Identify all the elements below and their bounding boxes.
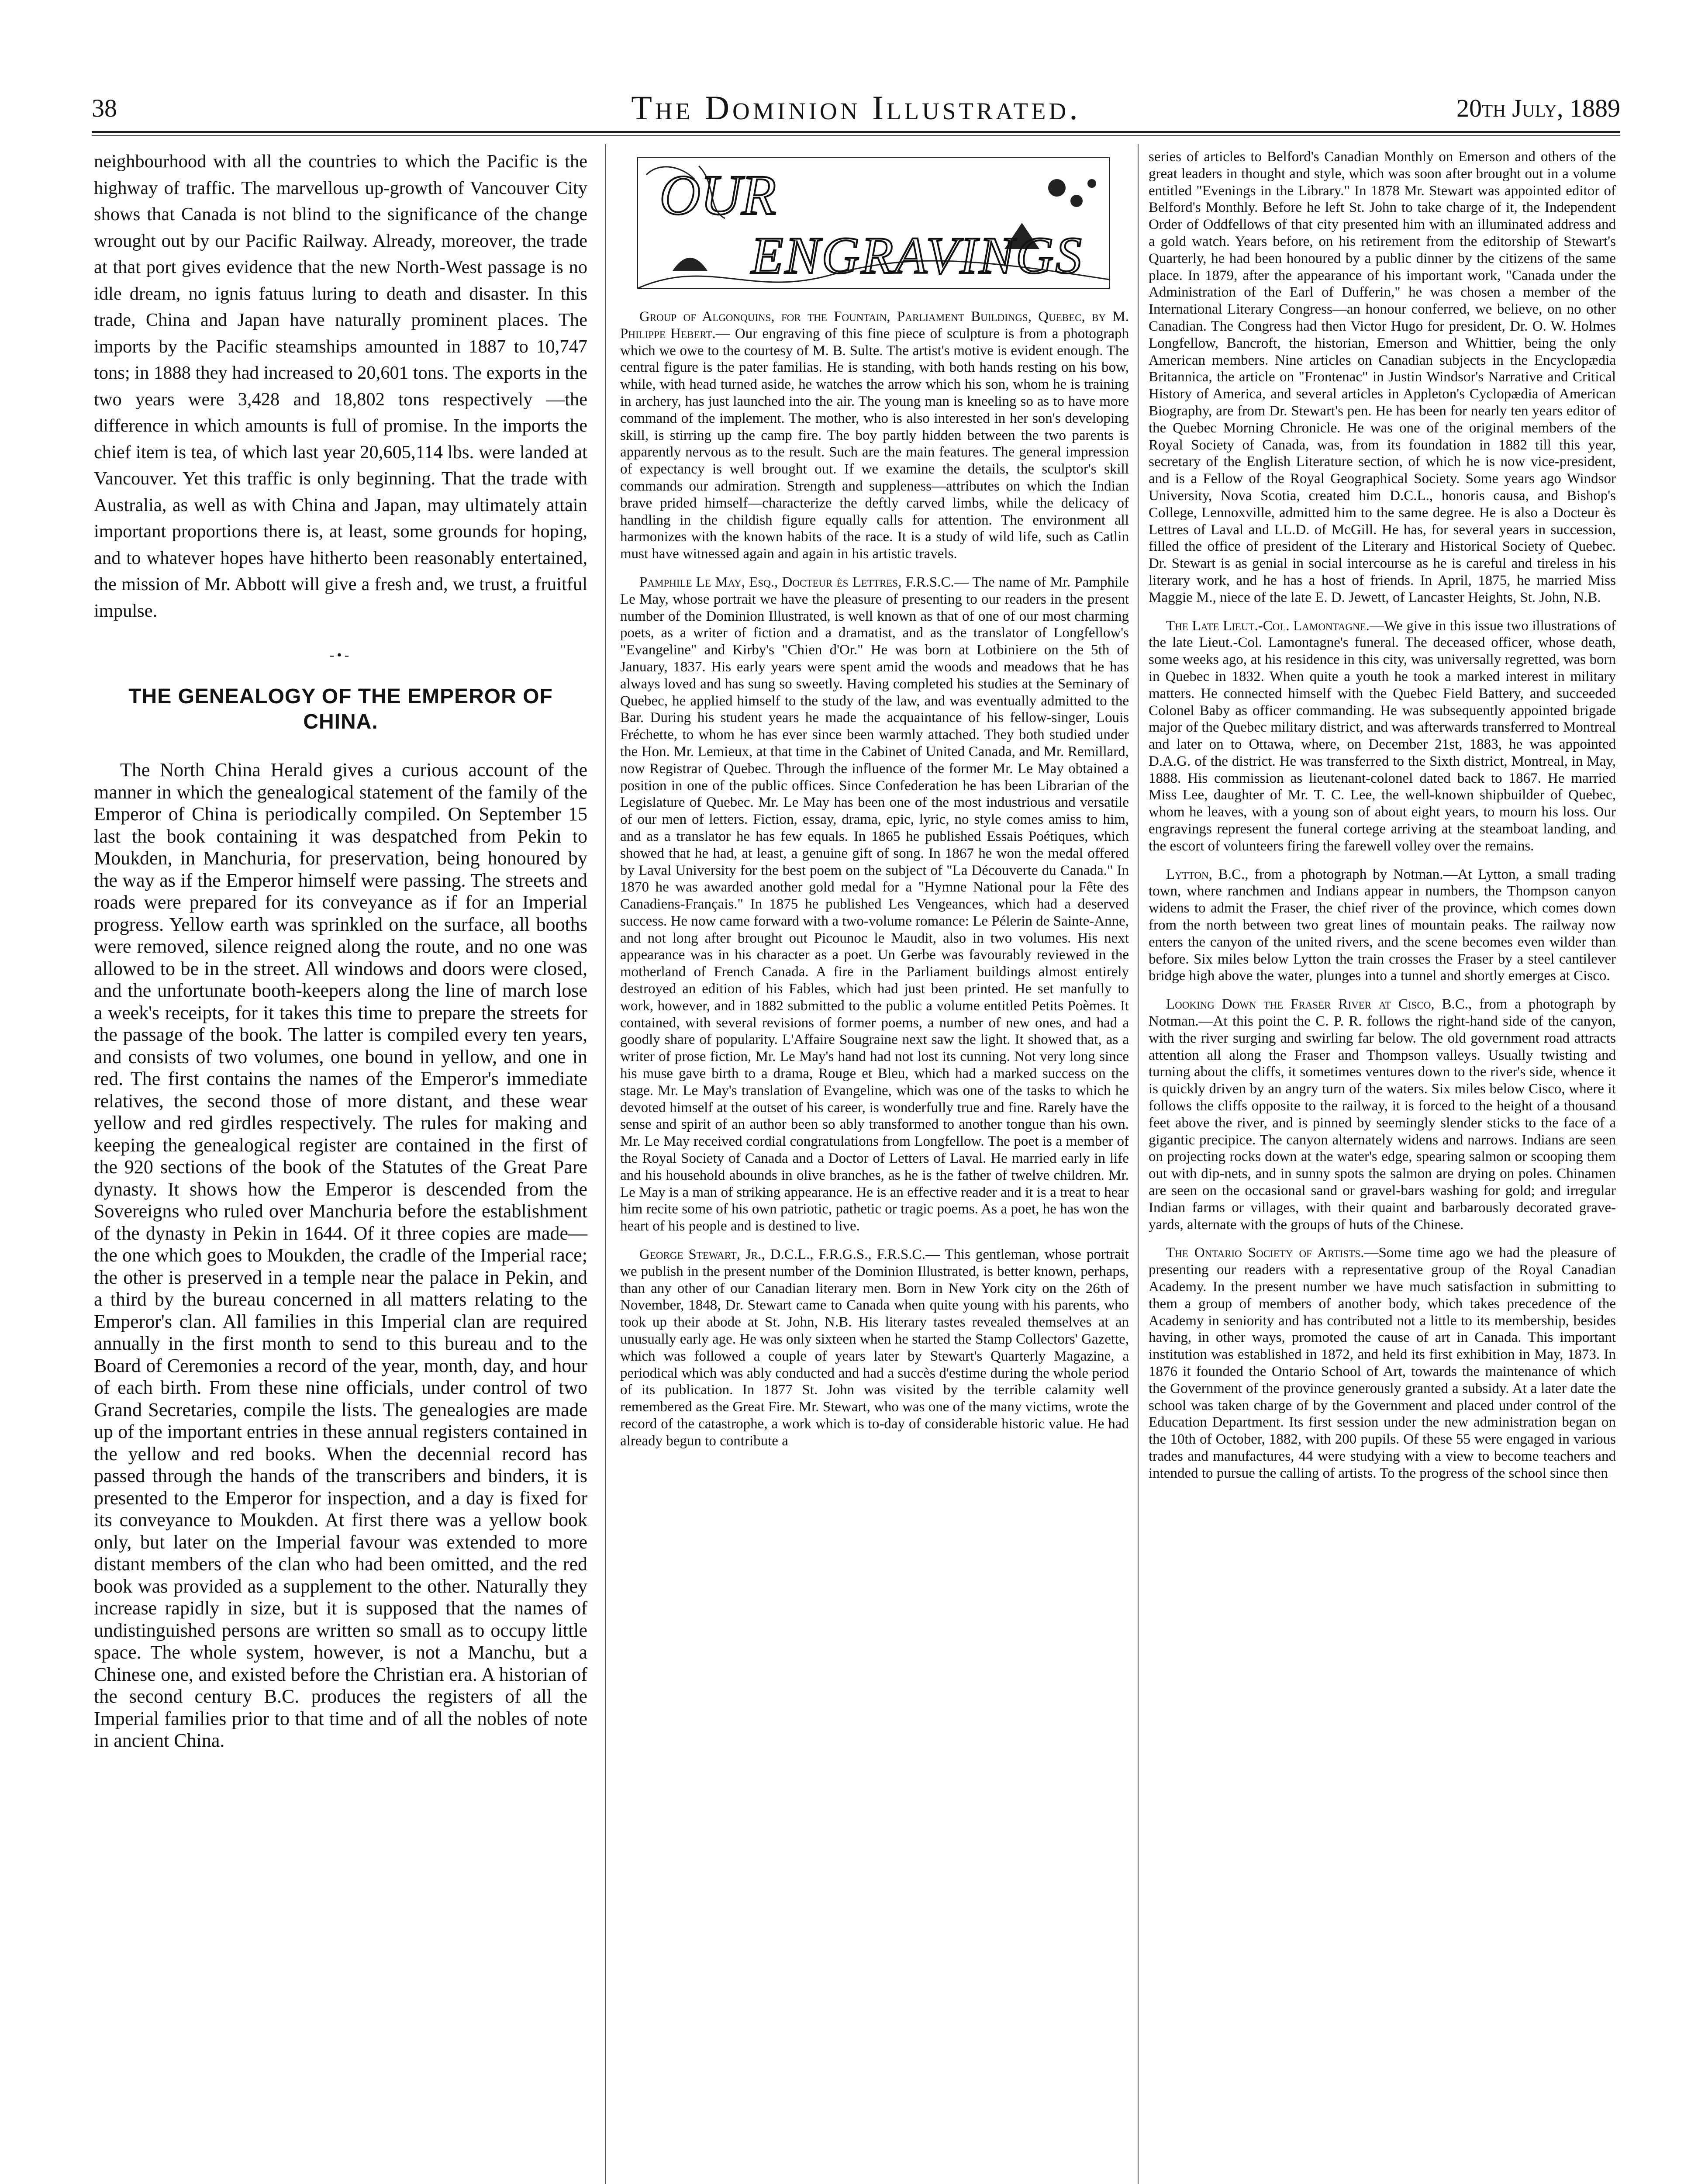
issue-date: 20th July, 1889 xyxy=(1456,94,1620,122)
engraving-note-fraser-river xyxy=(1149,996,1616,1233)
section-separator: -•- xyxy=(329,647,352,663)
middle-column xyxy=(620,149,1129,2184)
running-head xyxy=(92,86,1620,125)
note-title: Pamphile Le May, Esq., Docteur ès Lettres, F.R.S.C.— xyxy=(639,574,969,590)
column-divider xyxy=(1138,144,1139,2184)
note-text: from a photograph by Notman.—At this point the C. P. R. follows the right-hand side of the canyon, with the river surging and swirling far below. The old government road attracts attention all along the Fraser and Thompson valleys. Usually twisting and turning about the cliffs, it sometimes ventures down to the river's side, whence it is quickly driven by an angry turn of the waters. Six miles below Cisco, where it follows the cliffs opposite to the railway, it is forced to the height of a thousand feet above the river, and is pinned by seemingly slender sticks to the face of a gigantic precipice. The canyon alternately widens and narrows. Indians are seen on projecting rocks down at the water's edge, spearing salmon or scooping them out with dip-nets, and in sunny spots the salmon are drying on poles. Chinamen are seen on the occasional sand or gravel-bars washing for gold; and irregular Indian farms or villages, with their quaint and barbarously decorated grave-yards, alternate with the groups of huts of the Chinese. xyxy=(1149,996,1616,1233)
note-title: Looking Down the Fraser River at Cisco, B.C., xyxy=(1166,996,1472,1013)
engraving-note-ontario-artists xyxy=(1149,1244,1616,1482)
note-text: The name of Mr. Pamphile Le May, whose portrait we have the pleasure of presenting to our readers in the present number of the Dominion Illustrated, is well known as that of one of our most charming poets, as a writer of fiction and a dramatist, and as the translator of Longfellow's "Evangeline" and Kirby's "Chien d'Or." He was born at Lotbiniere on the 5th of January, 1837. His early years were spent amid the woods and meadows that he has always loved and has sung so sweetly. Having completed his studies at the Seminary of Quebec, he applied himself to the study of the law, and was eventually admitted to the Bar. During his student years he made the acquaintance of his fellow-singer, Louis Fréchette, to whom he has ever since been warmly attached. They both studied under the Hon. Mr. Lemieux, at that time in the Cabinet of United Canada, and Mr. Remillard, now Registrar of Quebec. Through the influence of the former Mr. Le May obtained a position in one of the public offices. Since Confederation he has been Librarian of the Legislature of Quebec. Mr. Le May has been one of the most industrious and versatile of our men of letters. Fiction, essay, drama, epic, lyric, no style comes amiss to him, and as a translator he has few equals. In 1865 he published Essais Poétiques, which showed that he had, at least, a genuine gift of song. In 1867 he won the medal offered by Laval University for the best poem on the subject of "La Découverte du Canada." In 1870 he was awarded another gold medal for a "Hymne National pour la Fête des Canadiens-Français." In 1875 he published Les Vengeances, which had a deserved success. He now came forward with a two-volume romance: Le Pélerin de Sainte-Anne, and not long after brought out Picounoc le Maudit, also in two volumes. His next appearance was in his character as a poet. Un Gerbe was favourably reviewed in the motherland of French Canada. A fire in the Parliament buildings almost entirely destroyed an edition of his Fables, which had just been printed. He set manfully to work, however, and in 1882 submitted to the public a volume entitled Petits Poèmes. It contained, with several revisions of former poems, a number of new ones, and had a goodly share of popularity. L'Affaire Sougraine next saw the light. It showed that, as a writer of prose fiction, Mr. Le May's hand had not lost its cunning. Not very long since his muse gave birth to a drama, Rouge et Bleu, which had a marked success on the stage. Mr. Le May's translation of Evangeline, which was one of the tasks to which he devoted himself at the outset of his career, is wonderfully true and fine. Rarely have the sense and spirit of an author been so ably transformed to another tongue than his own. Mr. Le May received cordial congratulations from Longfellow. The poet is a member of the Royal Society of Canada and a Doctor of Letters of Laval. He married early in life and his household abounds in olive branches, as he is the father of twelve children. Mr. Le May is a man of striking appearance. He is an effective reader and it is a treat to hear him recite some of his own patriotic, pathetic or tragic poems. As a poet, he has won the heart of his people and is destined to live. xyxy=(620,574,1129,1234)
header-rule-thin xyxy=(92,135,1620,136)
article-body: The North China Herald gives a curious account of the manner in which the genealogical statement of the family of the Emperor of China is periodically compiled. On September 15 last the book containing it was despatched from Pekin to Moukden, in Manchuria, for preservation, being honoured by the way as if the Emperor himself were passing. The streets and roads were prepared for its conveyance as if for an Imperial progress. Yellow earth was sprinkled on the surface, all booths were removed, silence reigned along the route, and no one was allowed to be in the street. All windows and doors were closed, and the unfortunate booth-keepers along the line of march lose a week's receipts, for it takes this time to prepare the streets for the passage of the book. The latter is compiled every ten years, and consists of two volumes, one bound in yellow, and one in red. The first contains the names of the Emperor's immediate relatives, the second those of more distant, and these wear yellow and red girdles respectively. The rules for making and keeping the genealogical register are contained in the first of the 920 sections of the book of the Statutes of the Great Pare dynasty. It shows how the Emperor is descended from the Sovereigns who ruled over Manchuria before the establishment of the dynasty in Pekin in 1644. Of it three copies are made—the one which goes to Moukden, the cradle of the Imperial race; the other is preserved in a temple near the palace in Pekin, and a third by the bureau concerned in all matters relating to the Emperor's clan. All families in this Imperial clan are required annually in the first month to send to this bureau and to the Board of Ceremonies a record of the year, month, day, and hour of each birth. From these nine officials, under control of two Grand Secretaries, compile the lists. The genealogies are made up of the important entries in these annual registers contained in the yellow and red books. When the decennial record has passed through the hands of the transcribers and binders, it is presented to the Emperor for inspection, and a day is fixed for its conveyance to Moukden. At first there was a yellow book only, but later on the Imperial favour was extended to more distant members of the clan who had been omitted, and the red book was provided as a supplement to the other. Naturally they increase rapidly in size, but it is supposed that the names of undistinguished persons are written so small as to occupy little space. The whole system, however, is not a Manchu, but a Chinese one, and existed before the Christian era. A historian of the second century B.C. produces the registers of all the Imperial families prior to that time and of all the nobles of note in ancient China. xyxy=(94,759,587,1751)
engraving-note-algonquins xyxy=(620,308,1129,563)
column-divider xyxy=(605,144,606,2184)
right-column xyxy=(1149,149,1616,2184)
note-text: from a photograph by Notman.—At Lytton, a small trading town, where ranchmen and Indians appear in numbers, the Thompson canyon widens to admit the Fraser, the chief river of the province, which comes down from the north between two great lines of mountain peaks. The railway now enters the canyon of the united rivers, and the scene becomes even wilder than before. Six miles below Lytton the train crosses the Fraser by a steel cantilever bridge high above the water, plunges into a tunnel and shortly emerges at Cisco. xyxy=(1149,866,1616,984)
engraving-note-stewart xyxy=(620,1246,1129,1450)
note-text: —We give in this issue two illustrations of the late Lieut.-Col. Lamontagne's funeral. The deceased officer, whose death, some weeks ago, at his residence in this city, was universally regretted, was born in Quebec in 1832. When quite a youth he took a marked interest in military matters. He connected himself with the Quebec Field Battery, and succeeded Colonel Baby as officer commanding. He was subsequently appointed brigade major of the Quebec military district, and was afterwards transferred to Montreal and later on to Ottawa, where, on December 21st, 1883, he was appointed D.A.G. of the district. He was transferred to the Sixth district, Montreal, in May, 1888. His commission as lieutenant-colonel dated back to 1867. He married Miss Lee, daughter of Mr. T. C. Lee, the well-known shipbuilder of Quebec, whom he leaves, with a young son of about eight years, to mourn his loss. Our engravings represent the funeral cortege arriving at the steamboat landing, and the escort of volunteers firing the farewell volley over the remains. xyxy=(1149,618,1616,854)
banner-word-engravings: ENGRAVINGS xyxy=(751,226,1084,284)
engraving-note-lytton xyxy=(1149,866,1616,985)
header-rule xyxy=(92,131,1620,133)
note-text: Our engraving of this fine piece of sculpture is from a photograph which we owe to the courtesy of M. B. Sulte. The artist's motive is evident enough. The central figure is the pater familias. He is standing, with both hands resting on his bow, while, with head turned aside, he watches the arrow which his son, whom he is training in archery, has just launched into the air. The young man is kneeling so as to have more command of the implement. The mother, who is also interested in her son's developing skill, is stirring up the camp fire. The boy partly hidden between the two parents is apparently nervous as to the result. Such are the main features. The general impression of expectancy is well brought out. If we examine the details, the sculptor's skill commands our admiration. Strength and suppleness—attributes on which the Indian brave prided himself—characterize the deftly carved limbs, while the delicacy of handling in the childish figure equally calls for attention. The environment all harmonizes with the known habits of the race. It is a study of wild life, such as Catlin must have witnessed again and again in his artistic travels. xyxy=(620,325,1129,562)
note-title: The Ontario Society of Artists. xyxy=(1166,1245,1364,1261)
banner-word-our: OUR xyxy=(659,164,776,227)
note-text: —Some time ago we had the pleasure of presenting our readers with a representative group of the Royal Canadian Academy. In the present number we have much satisfaction in submitting to them a group of members of another body, which takes precedence of the Academy in seniority and has contributed not a little to its membership, besides having, in other ways, promoted the cause of art in Canada. This important institution was established in 1872, and held its first exhibition in May, 1873. In 1876 it founded the Ontario School of Art, towards the maintenance of which the Government of the province generously granted a subsidy. At a later date the school was taken charge of by the Government and placed under control of the Education Department. Its first session under the new administration began on the 10th of October, 1882, with 200 pupils. Of these 55 were engaged in various trades and manufactures, 44 were studying with a view to become teachers and intended to pursue the calling of artists. To the progress of the school since then xyxy=(1149,1245,1616,1481)
note-title: George Stewart, Jr., D.C.L., F.R.G.S., F.R.S.C.— xyxy=(639,1247,940,1263)
note-title: Lytton, B.C., xyxy=(1166,866,1249,882)
left-column xyxy=(94,149,587,2184)
engraving-note-le-may xyxy=(620,574,1129,1235)
stewart-continuation: series of articles to Belford's Canadian Monthly on Emerson and others of the great leaders in thought and style, which was soon after brought out in a volume entitled "Evenings in the Library." In 1878 Mr. Stewart was appointed editor of Belford's Monthly. Before he left St. John to take charge of it, the Independent Order of Oddfellows of that city presented him with an illuminated address and a gold watch. Years before, on his retirement from the editorship of Stewart's Quarterly, he had been honoured by a public dinner by the citizens of the same place. In 1879, after the appearance of his important work, "Canada under the Administration of the Earl of Dufferin," he was chosen a member of the International Literary Congress—an honour conferred, we believe, on no other Canadian. The Congress had then Victor Hugo for president, Dr. O. W. Holmes Longfellow, Bancroft, the historian, Emerson and Whittier, being the only American members. Nine articles on Canadian subjects in the Encyclopædia Britannica, the article on "Frontenac" in Justin Windsor's Narrative and Critical History of America, and several articles in Appleton's Cyclopædia of American Biography, are from Dr. Stewart's pen. He has been for nearly ten years editor of the Quebec Morning Chronicle. He was one of the original members of the Royal Society of Canada, was, from its foundation in 1882 till this year, secretary of the English Literature section, of which he is now vice-president, and is a Fellow of the Royal Geographical Society. Some years ago Windsor University, Nova Scotia, created him D.C.L., honoris causa, and Bishop's College, Lennoxville, admitted him to the same degree. He is also a Docteur ès Lettres of Laval and LL.D. of McGill. He has, for several years in succession, filled the office of president of the Literary and Historical Society of Quebec. Dr. Stewart is as genial in social intercourse as he is careful and tireless in his literary work, and he has a host of friends. In April, 1875, he married Miss Maggie M., niece of the late E. D. Jewett, of Lancaster Heights, St. John, N.B. xyxy=(1149,149,1616,605)
note-title: Group of Algonquins, for the Fountain, Parliament Buildings, Quebec, by M. Philippe Hebert.— xyxy=(620,309,1129,342)
masthead-title: The Dominion Illustrated. xyxy=(631,89,1081,127)
engraving-note-lamontagne xyxy=(1149,618,1616,855)
article-heading: THE GENEALOGY OF THE EMPEROR OF CHINA. xyxy=(128,685,553,733)
note-text: This gentleman, whose portrait we publish in the present number of the Dominion Illustrated, is better known, perhaps, than any other of our Canadian literary men. Born in New York city on the 26th of November, 1848, Dr. Stewart came to Canada when quite young with his parents, who took up their abode at St. John, N.B. His literary tastes revealed themselves at an unusually early age. He was only sixteen when he started the Stamp Collectors' Gazette, which was followed a couple of years later by Stewart's Quarterly Magazine, a periodical which was ably conducted and had a succès d'estime during the whole period of its publication. In 1877 St. John was visited by the terrible calamity well remembered as the Great Fire. Mr. Stewart, who was one of the many victims, wrote the record of the catastrophe, a work which is to-day of considerable historic value. He had already begun to contribute a xyxy=(620,1247,1129,1449)
page-number: 38 xyxy=(92,94,117,122)
note-title: The Late Lieut.-Col. Lamontagne. xyxy=(1166,618,1370,634)
our-engravings-banner xyxy=(620,149,1129,297)
ornamental-banner-graphic xyxy=(620,149,1129,297)
editorial-continuation: neighbourhood with all the countries to which the Pacific is the highway of traffic. The marvellous up-growth of Vancouver City shows that Canada is not blind to the significance of the change wrought out by our Pacific Railway. Already, moreover, the trade at that port gives evidence that the new North-West passage is no idle dream, no ignis fatuus luring to death and disaster. In this trade, China and Japan have naturally prominent places. The imports by the Pacific steamships amounted in 1887 to 10,747 tons; in 1888 they had increased to 20,601 tons. The exports in the two years were 3,428 and 18,802 tons respectively —the difference in which amounts is full of promise. In the imports the chief item is tea, of which last year 20,605,114 lbs. were landed at Vancouver. Yet this traffic is only beginning. That the trade with Australia, as well as with China and Japan, may ultimately attain important proportions there is, at least, some grounds for hoping, and to whatever hopes have hitherto been reasonably entertained, the mission of Mr. Abbott will give a fresh and, we trust, a fruitful impulse. xyxy=(94,151,588,621)
